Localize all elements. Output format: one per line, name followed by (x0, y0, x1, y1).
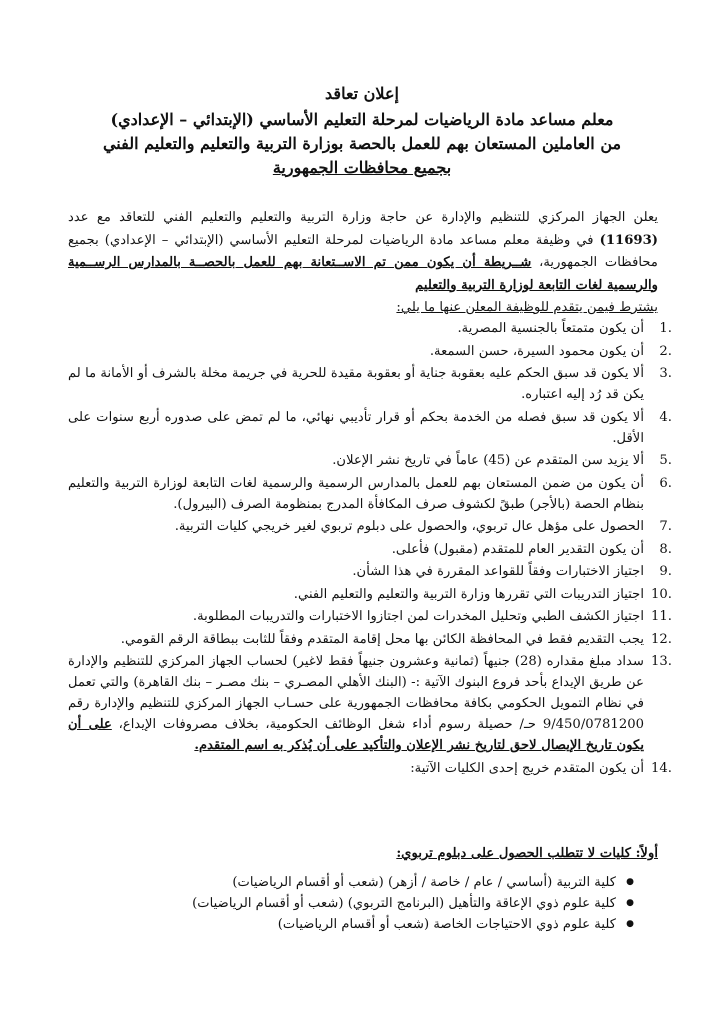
colleges-list (192, 872, 634, 935)
condition-text: أن يكون متمتعاً بالجنسية المصرية. (457, 321, 644, 336)
condition-number: 8. (659, 541, 672, 557)
condition-item (68, 539, 672, 560)
condition-item (68, 473, 672, 515)
intro-text-2: في وظيفة معلم مساعد مادة الرياضيات لمرحلة التعليم الأساسي (الإبتدائي – الإعدادي) بجميع محافظات الجمهورية، (68, 232, 658, 270)
condition-text: اجتياز التدريبات التي تقررها وزارة التربية والتعليم والتعليم الفني. (293, 586, 644, 602)
intro-condition: شــريطة أن يكون ممن تم الاســتعانة بهم للعمل بالحصــة بالمدارس الرســمية والرسمية لغات التابعة لوزارة التربية والتعليم (68, 255, 658, 293)
condition-number: 3. (659, 366, 672, 381)
condition-number: 7. (659, 519, 672, 534)
condition-item (68, 561, 672, 582)
vacancy-count: (11693) (599, 232, 658, 248)
scope-line: بجميع محافظات الجمهورية (272, 158, 452, 177)
condition-text: الحصول على مؤهل عال تربوي، والحصول على دبلوم تربوي لغير خريجي كليات التربية. (174, 519, 644, 534)
condition-item (68, 450, 672, 471)
condition-item (68, 363, 672, 405)
condition-number: 9. (659, 564, 672, 579)
condition-item (68, 341, 672, 362)
condition-number: 1. (659, 321, 672, 336)
condition-emphasis: على أن يكون تاريخ الإيصال لاحق لتاريخ نشر الإعلان والتأكيد على أن يُذكر به اسم المتقدم. (68, 717, 644, 753)
colleges-subheading: أولاً: كليات لا تتطلب الحصول على دبلوم تربوي: (396, 846, 658, 861)
condition-text: أن يكون المتقدم خريج إحدى الكليات الآتية: (410, 760, 644, 776)
condition-text: اجتياز الكشف الطبي وتحليل المخدرات لمن اجتازوا الاختبارات والتدريبات المطلوبة. (192, 609, 644, 624)
college-item: ● كلية التربية (أساسي / عام / خاصة / أزهر) (شعب أو أقسام الرياضيات) (192, 872, 634, 893)
college-item: ● كلية علوم ذوي الإعاقة والتأهيل (البرنامج التربوي) (شعب أو أقسام الرياضيات) (192, 893, 634, 914)
condition-number: 6. (659, 475, 672, 491)
condition-text: أن يكون محمود السيرة، حسن السمعة. (429, 343, 644, 359)
condition-item (68, 629, 672, 650)
job-title: معلم مساعد مادة الرياضيات لمرحلة التعليم الأساسي (الإبتدائي – الإعدادي) (110, 110, 614, 129)
condition-number: 4. (659, 409, 672, 425)
condition-number: 2. (659, 343, 672, 359)
condition-number: 14. (651, 760, 672, 776)
condition-number: 11. (651, 609, 672, 624)
college-item: ● كلية علوم ذوي الاحتياجات الخاصة (شعب أو أقسام الرياضيات) (192, 914, 634, 935)
page-title: إعلان تعاقد (325, 84, 399, 103)
condition-item (68, 584, 672, 605)
condition-text: اجتياز الاختبارات وفقاً للقواعد المقررة في هذا الشأن. (352, 564, 644, 579)
conditions-heading: يشترط فيمن يتقدم للوظيفة المعلن عنها ما يلي: (396, 300, 658, 315)
condition-text: ألا يكون قد سبق الحكم عليه بعقوبة جناية أو بعقوبة مقيدة للحرية في جريمة مخلة بالشرف أو الأمانة ما لم يكن قد رُد إليه اعتباره. (68, 366, 644, 402)
condition-text: ألا يكون قد سبق فصله من الخدمة بحكم أو قرار تأديبي نهائي، ما لم تمض على صدوره أربع سنوات على الأقل. (68, 409, 644, 446)
condition-item (68, 318, 672, 339)
intro-text-1: يعلن الجهاز المركزي للتنظيم والإدارة عن حاجة وزارة التربية والتعليم والتعليم الفني للتعاقد مع عدد (68, 210, 658, 225)
condition-text: أن يكون من ضمن المستعان بهم للعمل بالمدارس الرسمية والرسمية لغات التابعة لوزارة التربية والتعليم بنظام الحصة (بالأجر) طبقً لكشوف صرف المكافأة المدرج بمنظومة الصرف (البيرول). (68, 475, 644, 512)
condition-text: يجب التقديم فقط في المحافظة الكائن بها محل إقامة المتقدم وفقاً للثابت ببطاقة الرقم القومي. (120, 631, 644, 647)
condition-text: سداد مبلغ مقداره (28) جنيهاً (ثمانية وعشرون جنيهاً فقط لاغير) لحساب الجهاز المركزي للتنظيم والإدارة عن طريق الإيداع بأحد فروع البنوك الآتية :- (البنك الأهلي المصـري – بنك مصـر – بنك القاهرة) والتي تعمل في نظام التمويل الحكومي بكافة محافظات الجمهورية على حسـاب الجهاز المركزي للتنظيم والإدارة رقم 9/450/0781200 حـ/ حصيلة رسوم أداء شغل الوظائف الحكومية، بخلاف مصروفات الإيداع، (68, 654, 644, 732)
condition-item (68, 407, 672, 449)
condition-number: 5. (659, 453, 672, 468)
condition-number: 13. (651, 654, 672, 669)
condition-item (68, 758, 672, 779)
intro-paragraph (68, 207, 658, 297)
job-subtitle: من العاملين المستعان بهم للعمل بالحصة بوزارة التربية والتعليم والتعليم الفني (102, 134, 622, 153)
condition-text: أن يكون التقدير العام للمتقدم (مقبول) فأعلى. (391, 541, 644, 557)
condition-text: ألا يزيد سن المتقدم عن (45) عاماً في تاريخ نشر الإعلان. (332, 453, 644, 468)
condition-item (68, 606, 672, 627)
condition-number: 12. (651, 631, 672, 647)
condition-number: 10. (651, 586, 672, 602)
condition-item (68, 516, 672, 537)
condition-item (68, 651, 672, 756)
conditions-list (68, 318, 672, 780)
